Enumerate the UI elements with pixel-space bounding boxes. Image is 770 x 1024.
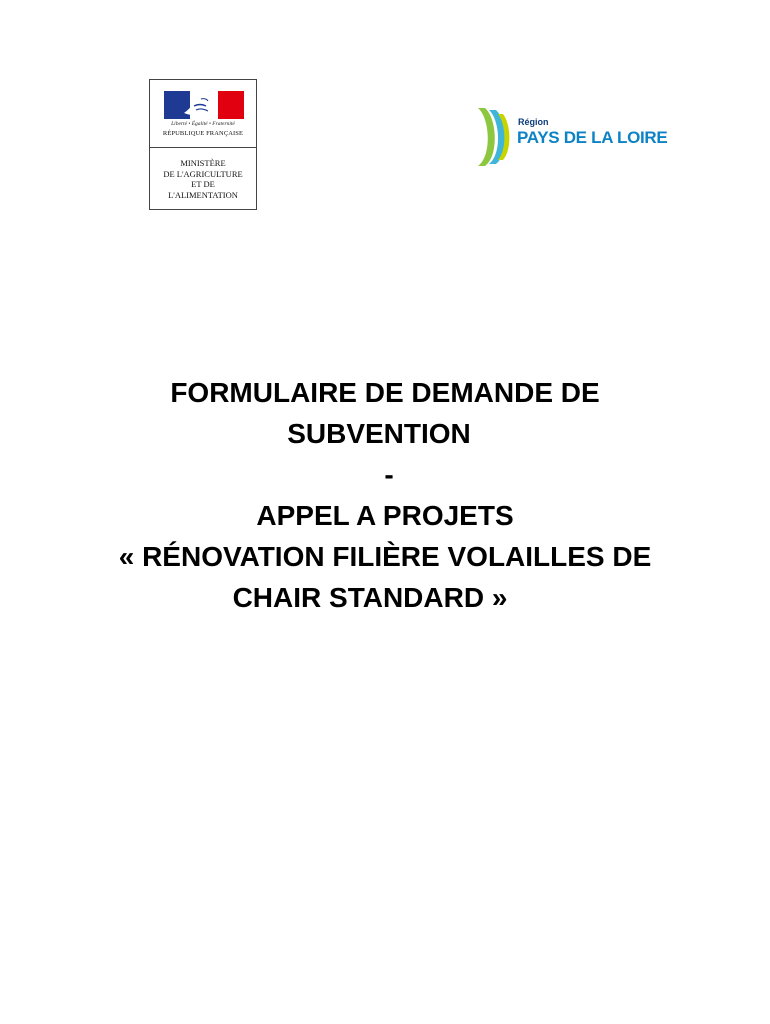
- region-logo: [476, 106, 691, 170]
- marianne-icon: [164, 91, 244, 119]
- title-line: SUBVENTION: [287, 418, 471, 449]
- ministry-name-line: L'ALIMENTATION: [168, 189, 238, 200]
- title-line: APPEL A PROJETS: [256, 500, 514, 531]
- republic-name: RÉPUBLIQUE FRANÇAISE: [162, 130, 244, 137]
- ministry-name-line: MINISTÈRE: [180, 158, 226, 168]
- ministry-logo: [149, 79, 257, 210]
- republic-motto: Liberté • Égalité • Fraternité: [171, 121, 235, 127]
- title-line: « RÉNOVATION FILIÈRE VOLAILLES DE: [118, 541, 652, 572]
- document-title: [0, 372, 770, 618]
- title-line: FORMULAIRE DE DEMANDE DE: [170, 377, 600, 408]
- region-label-small: Région: [518, 117, 549, 127]
- ministry-name: [150, 158, 256, 200]
- logo-divider: [150, 147, 256, 148]
- title-line: -: [384, 459, 394, 490]
- republic-emblem: [150, 80, 256, 147]
- title-line: CHAIR STANDARD »: [232, 582, 508, 613]
- ministry-name-line: ET DE: [191, 179, 215, 189]
- region-label-name: PAYS DE LA LOIRE: [517, 128, 668, 147]
- ministry-name-line: DE L'AGRICULTURE: [163, 168, 243, 179]
- region-swoosh-icon: [476, 106, 514, 168]
